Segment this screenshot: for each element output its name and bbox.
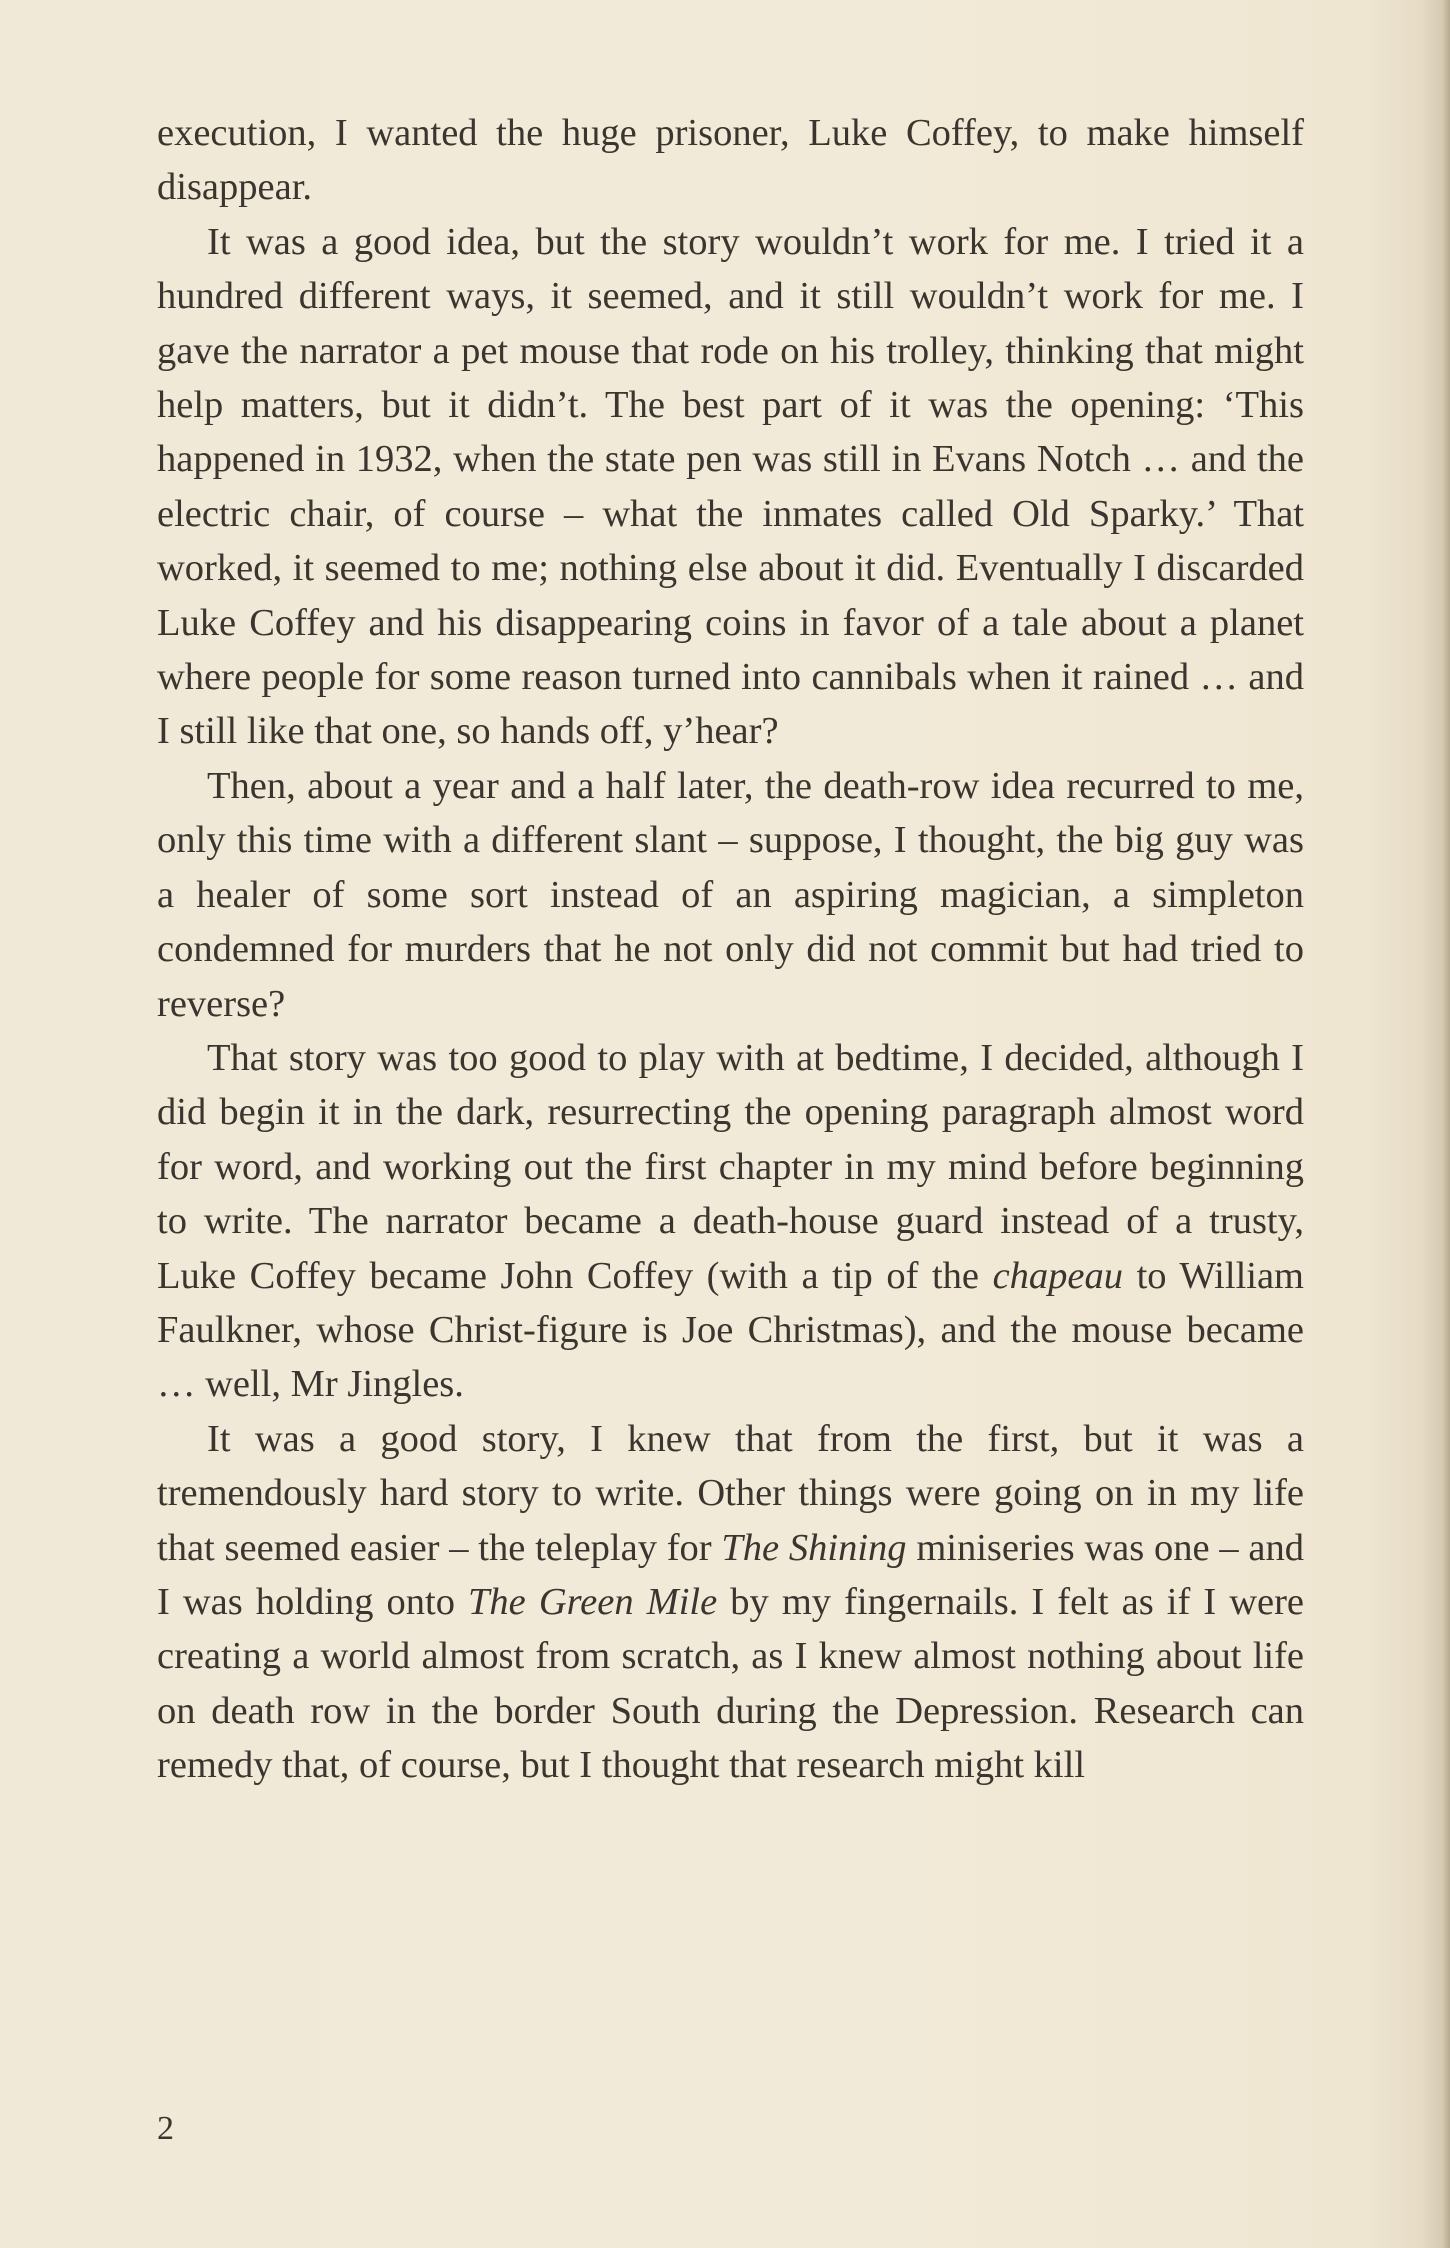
italic-chapeau: chapeau	[992, 1254, 1123, 1297]
paragraph-5-text-c: by my fingernails. I felt as if I were creating a world almost from scratch, as I knew almost nothing about life on death row in the border South during the Depression. Research can remedy that, of course, but I thought that research might kill	[157, 1580, 1305, 1787]
paragraph-3: Then, about a year and a half later, the death-row idea recurred to me, only this time with a different slant – suppose, I thought, the big guy was a healer of some sort instead of an aspiring magician, a simpleton condemned for murders that he not only did not commit but had tried to reverse?	[157, 764, 1304, 1025]
body-text	[157, 106, 1304, 1793]
paragraph-4	[157, 1031, 1304, 1412]
paragraph-4-text-a: That story was too good to play with at bedtime, I decided, although I did begin it in the dark, resurrecting the opening paragraph almost word for word, and working out the first chapter in my mind before beginning to write. The narrator became a death-house guard instead of a trusty, Luke Coffey became John Coffey (with a tip of the	[157, 1036, 1304, 1297]
italic-the-shining: The Shining	[721, 1526, 907, 1569]
page-edge	[1442, 0, 1450, 2248]
paragraph-5	[157, 1412, 1304, 1793]
paragraph-2: It was a good idea, but the story wouldn’t work for me. I tried it a hundred different ways, it seemed, and it still wouldn’t work for me. I gave the narrator a pet mouse that rode on his trolley, thinking that might help matters, but it didn’t. The best part of it was the opening: ‘This happened in 1932, when the state pen was still in Evans Notch … and the electric chair, of course – what the inmates called Old Sparky.’ That worked, it seemed to me; nothing else about it did. Eventually I discarded Luke Coffey and his disappearing coins in favor of a tale about a planet where people for some reason turned into cannibals when it rained … and I still like that one, so hands off, y’hear?	[157, 220, 1304, 753]
page-number: 2	[157, 2110, 174, 2147]
paragraph-5-text-b: miniseries was one – and I was holding onto	[157, 1526, 1304, 1623]
paragraph-1: execution, I wanted the huge prisoner, Luke Coffey, to make himself disappear.	[157, 112, 1304, 209]
paragraph-4-text-b: to William Faulkner, whose Christ-figure is Joe Christmas), and the mouse became … well, Mr Jingles.	[157, 1254, 1304, 1406]
italic-the-green-mile: The Green Mile	[468, 1580, 718, 1623]
paragraph-5-text-a: It was a good story, I knew that from the first, but it was a tremendously hard story to write. Other things were going on in my life that seemed easier – the teleplay for	[157, 1417, 1304, 1569]
